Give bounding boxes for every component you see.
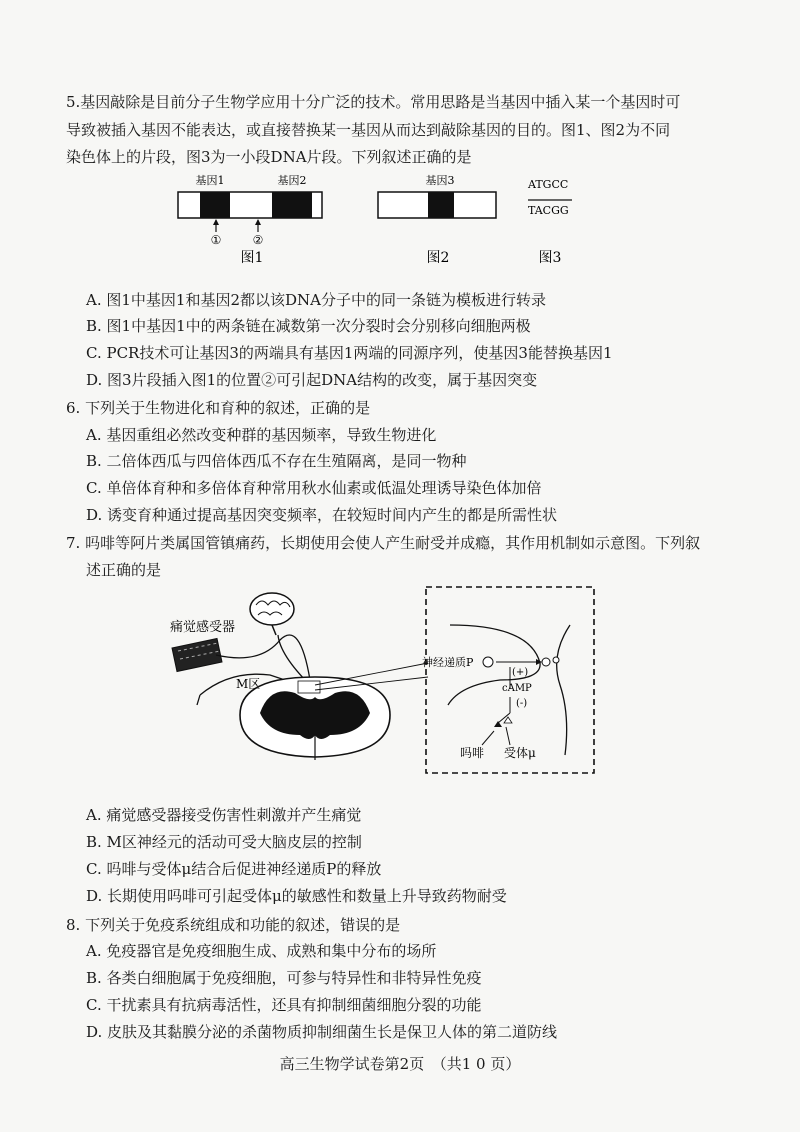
q7-option-d: D. 长期使用吗啡可引起受体μ的敏感性和数量上升导致药物耐受 [86,887,507,905]
q6-option-d: D. 诱变育种通过提高基因突变频率，在较短时间内产生的都是所需性状 [86,506,558,524]
q5-stem-line-2: 导致被插入基因不能表达，或直接替换某一基因从而达到敲除基因的目的。图1、图2为不同 [66,121,671,139]
q7-option-a: A. 痛觉感受器接受伤害性刺激并产生痛觉 [86,806,362,824]
fig1-gene2-block [272,192,312,218]
fig2-caption: 图2 [426,250,450,265]
page-footer: 高三生物学试卷第2页 （共1 0 页） [279,1055,521,1073]
q5-stem-line-3: 染色体上的片段，图3为一小段DNA片段。下列叙述正确的是 [66,148,472,166]
q7-option-b: B. M区神经元的活动可受大脑皮层的控制 [86,833,362,851]
plus-label: (+) [512,667,529,678]
camp-label: cAMP [502,683,532,694]
receptor-label: 受体μ [504,746,536,760]
q5-option-d: D. 图3片段插入图1的位置②可引起DNA结构的改变，属于基因突变 [86,371,538,389]
fig3-top-strand: ATGCC [528,178,569,191]
q8-option-b: B. 各类白细胞属于免疫细胞，可参与特异性和非特异性免疫 [86,969,482,987]
q7-option-c: C. 吗啡与受体μ结合后促进神经递质P的释放 [86,860,382,878]
q7-diagram [160,585,600,780]
m-zone-label: M区 [236,677,261,691]
q8-stem: 8. 下列关于免疫系统组成和功能的叙述，错误的是 [66,916,401,934]
fig3-bottom-strand: TACGG [528,204,569,217]
figure-2 [370,170,500,265]
fig1-gene1-block [200,192,230,218]
minus-label: (-) [516,698,528,709]
q6-option-a: A. 基因重组必然改变种群的基因频率，导致生物进化 [86,426,437,444]
pain-receptor-icon [172,638,222,671]
morphine-label: 吗啡 [460,746,485,760]
pain-receptor-label: 痛觉感受器 [170,620,236,635]
fig2-gene3-block [428,192,454,218]
brain-icon [250,593,294,635]
figure-1 [170,170,330,265]
q6-stem: 6. 下列关于生物进化和育种的叙述，正确的是 [66,399,371,417]
q5-option-c: C. PCR技术可让基因3的两端具有基因1两端的同源序列，使基因3能替换基因1 [86,344,613,362]
q8-option-a: A. 免疫器官是免疫细胞生成、成熟和集中分布的场所 [86,942,437,960]
fig3-caption: 图3 [538,250,562,265]
q8-option-d: D. 皮肤及其黏膜分泌的杀菌物质抑制细菌生长是保卫人体的第二道防线 [86,1023,558,1041]
q7-stem-line-1: 7. 吗啡等阿片类属国管镇痛药，长期使用会使人产生耐受并成瘾，其作用机制如示意图。下列叙 [66,534,701,552]
fig1-gene1-label: 基因1 [195,174,225,187]
q5-option-a: A. 图1中基因1和基因2都以该DNA分子中的同一条链为模板进行转录 [86,291,546,309]
q5-stem-line-1: 5.基因敲除是目前分子生物学应用十分广泛的技术。常用思路是当基因中插入某一个基因时可 [66,93,681,111]
fig1-gene2-label: 基因2 [277,174,307,187]
q7-stem-line-2: 述正确的是 [86,561,162,579]
fig1-mark-1: ① [210,233,222,247]
q6-option-c: C. 单倍体育种和多倍体育种常用秋水仙素或低温处理诱导染色体加倍 [86,479,542,497]
fig2-gene3-label: 基因3 [425,174,455,187]
fig1-caption: 图1 [240,250,264,265]
q8-option-c: C. 干扰素具有抗病毒活性，还具有抑制细菌细胞分裂的功能 [86,996,482,1014]
figure-3 [520,170,590,265]
q6-option-b: B. 二倍体西瓜与四倍体西瓜不存在生殖隔离，是同一物种 [86,452,467,470]
fig1-mark-2: ② [252,233,264,247]
q5-option-b: B. 图1中基因1中的两条链在减数第一次分裂时会分别移向细胞两极 [86,317,531,335]
neurotransmitter-label: 神经递质P [422,656,474,669]
